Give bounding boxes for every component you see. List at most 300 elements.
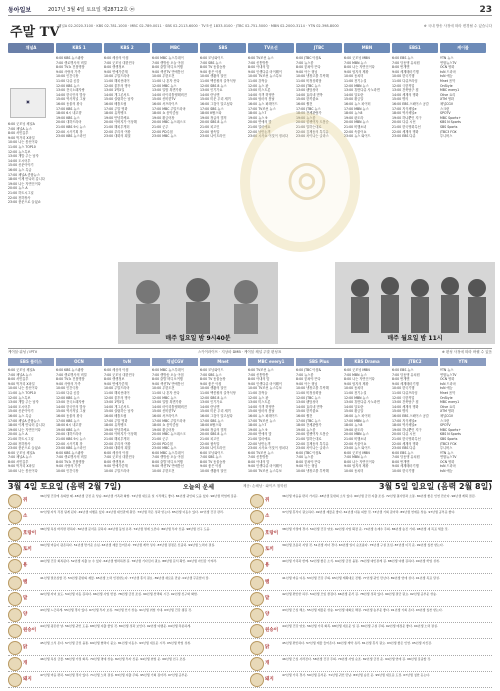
program-entry: 19:00 황금어장 [152, 427, 175, 432]
program-entry: 22:00 김제동의 톡투유 [296, 129, 329, 134]
program-entry: 14:00 도시어부 [8, 404, 31, 409]
promo-caption-left: 매주 일요일 밤 9시40분 [165, 335, 231, 342]
program-entry: 8:00 출발 비디오여행 [152, 459, 183, 464]
program-entry: YTN 뉴스 [440, 450, 454, 455]
program-entry: 17:00 TV조선 뉴스 [248, 106, 276, 111]
program-entry: 22:00 추리의 여왕 [104, 441, 131, 446]
zodiac-name: 양 [23, 612, 28, 618]
program-entry: 7:00 생로병사의 비밀 [56, 372, 87, 377]
program-entry: 6:00 JTBC 아침& [296, 56, 322, 60]
program-entry: 23:00 시사쇼 이것이 정치다 [248, 446, 288, 451]
fortune-text-right: 43년생 근심 해소. 55년생 재물운 상승. 67년생 대화로 해결. 79년생 승부운 좋다. 91년생 기회 온다. 03년생 칭찬 받는다. [282, 608, 443, 613]
channel-phone-info: 채널A 02-2020-3100 · KBS 02-781-1000 · MBC 02-789-0011 · SBS 02-2113-6000 · TV조선 1833-0100 · JTBC 02-751-5000 · MBN 02-2000-3114 · YTN 02-398-8000 [58, 24, 339, 28]
program-entry: 8:00 뭉쳐야 뜬다 [296, 377, 321, 382]
program-entry: 8:00 생생정보 [104, 459, 125, 464]
program-entry: 11:00 비정상회담 [296, 390, 322, 395]
program-entry: 8:00 출발 비디오여행 [152, 65, 183, 70]
program-entry: 8:00 번개맨 [392, 377, 410, 382]
program-entry: 15:00 신문이야기 [8, 409, 34, 414]
program-entry: KBS N Sports [440, 120, 461, 125]
zodiac-animal-icon [8, 608, 22, 622]
program-entry: OCN 영화 [440, 377, 455, 382]
zodiac-animal-icon [8, 624, 22, 638]
program-entry: 19:00 나는 자연인이다 [8, 181, 41, 186]
program-entry: 23:00 KBS 뉴스라인 [56, 446, 86, 451]
schedule-column [440, 56, 486, 258]
program-entry: 16:00 뉴스 특급 [8, 167, 32, 172]
program-entry: 17:00 지식채널e [392, 106, 417, 111]
cable-channel-header: OCN [56, 358, 102, 366]
program-entry: 19:00 나는 자연인이다 [8, 427, 41, 432]
program-entry: 21:00 얼마예요 [248, 124, 271, 129]
program-entry: 17:00 MBC 주말드라마 [152, 106, 186, 111]
cable-channel-header: EBS 플러스 [8, 358, 54, 366]
program-entry: 10:00 생활의 달인 [200, 386, 227, 391]
program-entry: 17:00 SBS 뉴스 [200, 106, 224, 111]
program-entry: 8:00 서민갑부 [8, 459, 29, 464]
program-entry: 15:00 황금알 [344, 409, 364, 414]
program-entry: 14:00 개그콘서트 [104, 92, 130, 97]
program-entry: 14:00 알토란 [344, 404, 364, 409]
program-entry: 9:00 먹거리 X파일 [8, 381, 35, 386]
program-entry: Mnet 음악 [440, 390, 456, 395]
program-entry: 20:00 연애의 맛 [248, 432, 272, 437]
program-entry: 23:00 대화의 희열 [104, 134, 131, 139]
program-entry: 14:00 마이리틀텔레비전 [152, 404, 187, 409]
program-entry: 6:00 MBC 뉴스투데이 [152, 450, 184, 455]
program-entry: 10:00 동치미 [344, 469, 364, 474]
program-entry: 15:00 살림하는 남자 [104, 97, 134, 102]
program-entry: 23:00 차이나는 클라스 [296, 446, 329, 451]
fortune-text-left: 38년생 욕심 버리면 편하다. 50년생 문서운 길하다. 62년생 동업 유리. 74년생 명예 오른다. 86년생 투자 신중. 98년생 친구 도움. [40, 526, 211, 531]
program-entry: 15:00 명의 [392, 409, 409, 414]
program-entry: 8:00 나는 자연인이다 [344, 65, 375, 70]
program-entry: 6:00 굿모닝 MBN [344, 450, 370, 455]
program-entry: 투니버스 [440, 446, 453, 451]
program-entry: 19:00 뉴스 9 [248, 115, 268, 120]
cable-channel-header: Mnet [200, 358, 246, 366]
promo-photo-left-image [118, 262, 278, 344]
promo-photo-right [335, 262, 495, 344]
program-entry: 22:00 천하장사 [8, 441, 31, 446]
program-entry: 18:00 뉴스7 [248, 111, 267, 116]
program-entry: 22:00 낭만논객 [248, 441, 271, 446]
program-entry: 7:00 채널A 뉴스 [8, 455, 32, 460]
zodiac-row [8, 575, 492, 591]
program-entry: 11:00 강적들 [248, 390, 268, 395]
program-entry: 6:00 세상의 아침 [104, 56, 129, 60]
program-entry: 22:00 천하장사 [8, 195, 31, 200]
program-entry: 9:00 엄지의 제왕 [344, 464, 369, 469]
program-entry: 9:00 인생다큐 마이웨이 [248, 381, 282, 386]
program-entry: 20:00 뉴스 A [8, 186, 28, 191]
program-entry: 8:00 아내의 맛 [248, 377, 270, 382]
program-entry: 18:00 뉴스8 [344, 111, 363, 116]
program-entry: KBS N Sports [440, 432, 461, 437]
zodiac-animal-icon [250, 527, 264, 541]
program-entry: 14:00 세계의 명화 [392, 92, 419, 97]
program-entry: 20:00 아버지가 이상해 [104, 120, 137, 125]
program-entry: 17:00 JTBC 뉴스 [296, 418, 321, 423]
program-entry: 16:00 서프라이즈 [152, 101, 178, 106]
program-entry: 7:00 굿모닝 대한민국 [104, 60, 135, 65]
program-entry: OnStyle [440, 83, 453, 88]
fortune-text-right: 41년생 마음 여유. 53년생 건강 주의. 65년생 계획대로 진행. 77년생 귀인 만난다. 89년생 연애 성사. 01년생 목표 달성. [282, 575, 440, 580]
zodiac-animal-icon [8, 576, 22, 590]
program-entry: 15:00 살림하는 남자 [104, 409, 134, 414]
fortune-text-right: 44년생 건강 양호. 56년생 가족 화목. 68년생 새로운 일 길. 80년생 구설 주의. 92년생 애정운 좋다. 04년생 노력 결실. [282, 624, 438, 629]
zodiac-name: 원숭이 [265, 628, 279, 634]
program-entry: 6:00 TV조선 뉴스 [248, 450, 274, 455]
program-entry: 8:00 아내의 맛 [248, 459, 270, 464]
program-entry: 13:00 일밤 복면가왕 [152, 400, 182, 405]
promo-photo-left [118, 262, 278, 344]
program-entry: 21:00 얼마예요 [248, 436, 271, 441]
program-entry: 13:00 팬텀싱어 [296, 88, 319, 93]
program-entry: 19:00 KBS 뉴스 [56, 115, 80, 120]
program-entry: Mnet 음악 [440, 78, 456, 83]
program-entry: 23:00 차이나는 클라스 [296, 134, 329, 139]
program-entry: tvN 드라마 [440, 69, 456, 74]
program-entry: 8:00 나는 자연인이다 [344, 459, 375, 464]
program-entry: 14:00 식객 허영만 [248, 92, 275, 97]
program-entry: 22:00 PD수첩 [152, 129, 173, 134]
program-entry: 22:00 속풀이쇼 [344, 129, 367, 134]
program-entry: 12:00 MBC 뉴스 [152, 83, 177, 88]
program-entry: 20:00 다큐 시선 [392, 432, 416, 437]
program-entry: 10:00 냉장고를 부탁해 [296, 74, 329, 79]
program-entry: 9:00 아는 형님 [296, 464, 318, 469]
program-entry: 12:00 KBS 뉴스 [56, 83, 80, 88]
program-entry: 10:00 인간극장 [56, 74, 79, 79]
program-entry: 22:00 김제동의 톡투유 [296, 441, 329, 446]
zodiac-animal-icon [250, 543, 264, 557]
program-entry: 9:00 좋은 아침 [200, 464, 222, 469]
program-entry: 23:00 MBC 뉴스 [152, 134, 177, 139]
program-entry: 9:00 엄지의 제왕 [344, 69, 369, 74]
program-entry: 10:00 한국기행 [392, 469, 415, 474]
program-entry: 14:00 개그콘서트 [104, 404, 130, 409]
fortune-text-left: 39년생 마음이 평온하다. 51년생 반가운 손님. 63년생 재물 들어온다. 75년생 계약 성사. 87년생 결정은 신중히. 99년생 노력이 결실. [40, 542, 216, 547]
program-entry: 16:00 동물의 왕국 [56, 413, 83, 418]
program-entry: 18:00 역사채널e [392, 111, 417, 116]
cable-schedule-column [104, 368, 150, 476]
program-entry: SPOTV [440, 423, 451, 428]
cable-schedule-column [8, 368, 54, 476]
program-entry: 21:00 KBS 9시 뉴스 [56, 124, 86, 129]
program-entry: 13:00 휴먼다큐 사노라면 [344, 88, 380, 93]
program-entry: 6:00 굿모닝 채널A [8, 368, 35, 372]
program-entry: 10:00 한국기행 [392, 74, 415, 79]
advertisement [10, 88, 46, 118]
schedule-note: ※ 국내 방송 사정에 따라 변경될 수 있습니다 [423, 24, 492, 28]
program-entry: 13:00 건축탐구 집 [392, 400, 419, 405]
program-entry: 19:00 안녕하세요 [104, 115, 130, 120]
zodiac-animal-icon [250, 494, 264, 508]
zodiac-name: 개 [23, 661, 28, 666]
program-entry: 12:00 극한직업 [392, 395, 415, 400]
program-entry: 7:00 뉴스룸 [296, 455, 314, 460]
program-entry: 6:00 세상의 아침 [104, 368, 129, 372]
program-entry: 20:00 SBS 8 뉴스 [200, 432, 227, 437]
program-entry: 18:00 이제 만나러 갑니다 [8, 423, 45, 428]
program-entry: 10:00 무한도전 [152, 386, 175, 391]
program-entry: 13:00 전국노래자랑 [56, 88, 85, 93]
program-entry: 9:00 먹거리 X파일 [8, 135, 35, 140]
program-entry: 8:00 출발 비디오여행 [152, 377, 183, 382]
fortune-text-left: 36년생 건강에 유의할 때. 48년생 금전 운 상승. 60년생 가족과 화합. 72년생 새로운 일 시작해도 좋다. 84년생 귀인의 도움 있다. 96년생 학업에 집중. [40, 494, 238, 498]
program-entry: 16:00 동물의 왕국 [56, 101, 83, 106]
program-entry: 10:00 무한도전 [152, 469, 175, 474]
program-entry: 14:00 알토란 [344, 92, 364, 97]
program-entry: 15:00 한끼줍쇼 [296, 409, 319, 414]
zodiac-animal-icon [250, 624, 264, 638]
program-entry: 6:00 TV조선 뉴스 [248, 368, 274, 372]
program-entry: 20:00 MBN 뉴스 [344, 432, 369, 437]
channel-header: TV조선 [248, 43, 294, 53]
program-entry: 20:00 MBN 뉴스 [344, 120, 369, 125]
program-entry: 7:00 MBN 뉴스 [344, 455, 367, 460]
program-entry: 7:00 뉴스룸 [296, 60, 314, 65]
program-entry: 22:00 귓속말 [200, 129, 220, 134]
program-entry: 21:00 비행소녀 [344, 124, 367, 129]
zodiac-name: 말 [23, 595, 28, 601]
zodiac-name: 뱀 [265, 579, 270, 585]
program-entry: JTBC3 FOX [440, 129, 457, 134]
program-entry: 16:00 서프라이즈 [152, 413, 178, 418]
program-entry: 21:00 하트시그널 [8, 436, 34, 441]
program-entry: 7:00 딩동댕 유치원 [392, 455, 420, 460]
zodiac-animal-icon [8, 559, 22, 573]
program-entry: 10:00 TV조선 뉴스특보 [248, 469, 282, 474]
program-entry: 23:00 MBC 뉴스 [152, 446, 177, 451]
program-entry: 10:00 무한도전 [152, 74, 175, 79]
zodiac-name: 토끼 [265, 546, 274, 552]
program-entry: 20:00 힘쎈여자 도봉순 [296, 120, 329, 125]
program-entry: 7:00 SBS 뉴스 [200, 60, 222, 65]
program-entry: 10:00 주말드라마 [104, 74, 130, 79]
program-entry: 스크린 [440, 418, 450, 423]
cable-center-label: 스카이라이프 · 지상파 DMB · 케이블 채널 주말 편성표 [197, 350, 282, 354]
program-entry: 11:00 천기누설 [344, 390, 367, 395]
zodiac-name: 뱀 [23, 579, 28, 585]
program-entry: 9:00 엄지의 제왕 [344, 381, 369, 386]
program-entry: 14:00 효리네 민박 [296, 404, 323, 409]
cable-channel-header: YTN [440, 358, 486, 366]
program-entry: 15:00 신문이야기 [8, 163, 34, 168]
program-entry: 11:00 나 혼자 산다 [152, 78, 180, 83]
program-entry: 20:00 대하드라마 [56, 432, 82, 437]
program-entry: 7:00 신통방통 [248, 60, 269, 65]
program-entry: 23:00 나이트라인 [200, 134, 226, 139]
program-entry: 7:00 MBN 뉴스 [344, 372, 367, 377]
fortune-text-right: 37년생 휴식이 필요하다. 49년생 재물운 좋다. 61년생 다툼 피할 것. 73년생 기회 잡아라. 85년생 연애운 상승. 97년생 공부운 좋다. [282, 510, 456, 515]
fortune-source: 제공: 손혜남 · 와이즈 철학원 [243, 483, 287, 488]
program-entry: 17:00 TV조선 뉴스 [248, 418, 276, 423]
program-entry: 23:00 대화의 희열 [104, 446, 131, 451]
newspaper-name: 동아일보 [8, 7, 32, 14]
program-entry: 9:00 좋은 아침 [200, 381, 222, 386]
program-entry: 8:00 번개맨 [392, 65, 410, 70]
program-entry: 10:00 인간극장 [56, 386, 79, 391]
zodiac-animal-icon [8, 657, 22, 671]
program-entry: 20:00 힘쎈여자 도봉순 [296, 432, 329, 437]
program-entry: 12:00 뉴스 판 [248, 395, 269, 400]
fortune-header [8, 480, 492, 490]
row-divider [8, 687, 492, 688]
program-entry: MBC every1 [440, 400, 460, 405]
schedule-column [8, 122, 54, 258]
cable-channel-header: SBS Plus [296, 358, 342, 366]
section-header [8, 20, 492, 40]
program-entry: 16:00 뉴스 특급 [8, 413, 32, 418]
program-entry: 11:00 백종원의 골목식당 [200, 78, 236, 83]
channel-header: KBS 2 [104, 43, 150, 53]
cable-note: ※ 편성 사정에 따라 바뀔 수 있음 [441, 350, 492, 354]
program-entry: 연합뉴스TV [440, 455, 457, 460]
program-entry: 15:00 황금알 [344, 97, 364, 102]
program-entry: 9:00 연예가중계 [104, 69, 128, 74]
program-entry: 9:00 연예가중계 [104, 464, 128, 469]
program-entry: 17:00 채널A 종합뉴스 [8, 418, 40, 423]
cable-schedule-column [56, 368, 102, 476]
fortune-text-left: 46년생 욕심 금물. 58년생 가정 화목. 70년생 명예 상승. 82년생 투자 신중. 94년생 취업 운. 06년생 친구 조심. [40, 657, 187, 661]
cable-channel-header: tvN [104, 358, 150, 366]
program-entry: 23:00 뉴스 와이드 [344, 446, 371, 451]
program-entry: 7:00 생로병사의 비밀 [56, 455, 87, 460]
cable-channel-header: MBC every1 [248, 358, 294, 366]
program-entry: 16:00 뉴스 퍼레이드 [248, 413, 278, 418]
program-entry: 21:00 한국영화특선 [392, 124, 421, 129]
program-entry: 15:00 미운 우리 새끼 [200, 97, 231, 102]
program-entry: 7:00 신통방통 [248, 372, 269, 377]
program-entry: Olive 요리 [440, 92, 456, 97]
program-entry: 13:00 개밥 주는 남자 [8, 400, 39, 405]
channel-header: MBN [344, 43, 390, 53]
program-entry: 7:00 굿모닝 대한민국 [104, 372, 135, 377]
program-entry: 15:00 미운 우리 새끼 [200, 409, 231, 414]
program-entry: 16:00 배틀트립 [104, 413, 127, 418]
program-entry: 10:00 생활의 달인 [200, 469, 227, 474]
program-entry: 연합뉴스TV [440, 60, 457, 65]
zodiac-animal-icon [250, 657, 264, 671]
page-number: 23 [479, 4, 492, 15]
promo-photo-right-image [335, 262, 495, 344]
zodiac-name: 소 [23, 514, 28, 520]
program-entry: 16:00 그것이 알고싶다 [200, 413, 233, 418]
program-entry: 11:00 뉴스 TOP10 [8, 144, 36, 149]
program-entry: 9:00 섹션TV 연예통신 [152, 464, 184, 469]
program-entry: 14:00 효리네 민박 [296, 92, 323, 97]
program-entry: tvN 예능 [440, 74, 453, 79]
program-entry: XTM 영화 [440, 97, 454, 102]
channel-header: SBS [200, 43, 246, 53]
program-entry: 18:00 쇼 음악중심 [152, 111, 179, 116]
program-entry: 8:00 TV쇼 진품명품 [56, 65, 85, 70]
program-entry: 6:00 JTBC 아침& [296, 368, 322, 372]
zodiac-animal-icon [8, 527, 22, 541]
program-entry: 17:00 MBC 주말드라마 [152, 418, 186, 423]
program-entry: 12:00 MBC 뉴스 [152, 395, 177, 400]
program-entry: tvN 예능 [440, 469, 453, 474]
fortune-text-right: 39년생 조용히 지낼 것. 51년생 자녀 경사. 63년생 일이 순조롭다. 75년생 구설 조심. 87년생 이직 운. 99년생 칭찬 받는다. [282, 542, 444, 547]
program-entry: 14:00 도시어부 [8, 158, 31, 163]
program-entry: OCN 영화 [440, 65, 455, 70]
program-entry: 12:00 SBS 8 뉴스 [200, 395, 227, 400]
program-entry: 6:00 모닝와이드 [200, 368, 224, 372]
program-entry: 13:00 미스트롯 [248, 88, 271, 93]
program-entry: 10:00 한국기행 [392, 386, 415, 391]
zodiac-animal-icon [8, 510, 22, 524]
zodiac-name: 양 [265, 612, 270, 618]
fortune-text-right: 42년생 편안한 하루. 54년생 모임 즐겁다. 66년생 문서 길. 78년생 성과 있다. 90년생 결단 필요. 02년생 공부운 상승. [282, 591, 437, 596]
zodiac-animal-icon [8, 673, 22, 687]
program-entry: 19:00 정글의 법칙 [200, 115, 227, 120]
program-entry: 9:00 사랑의 가족 [56, 69, 81, 74]
program-entry: 연합뉴스TV [440, 372, 457, 377]
zodiac-row [8, 509, 492, 525]
program-entry: 17:00 주말 영화 [104, 418, 128, 423]
program-entry: 17:00 지식채널e [392, 418, 417, 423]
program-entry: 19:00 뉴스 9 [248, 427, 268, 432]
program-entry: 11:00 다큐프라임 [392, 78, 418, 83]
program-entry: 8:00 번개맨 [392, 459, 410, 464]
program-entry: 12:00 불후의 명곡 [104, 395, 131, 400]
program-entry: 22:00 세계의 명화 [392, 129, 419, 134]
program-entry: 13:00 건축탐구 집 [392, 88, 419, 93]
program-entry: 7:00 뉴스룸 [296, 372, 314, 377]
zodiac-animal-icon [250, 608, 264, 622]
program-entry: 10:00 주말드라마 [104, 469, 130, 474]
zodiac-animal-icon [250, 641, 264, 655]
program-entry: 12:00 뉴스 판 [248, 83, 269, 88]
zodiac-animal-icon [250, 673, 264, 687]
program-entry: 8:00 서민갑부 [8, 131, 29, 136]
program-entry: 21:00 피고인 [200, 124, 220, 129]
program-entry: YTN 뉴스 [440, 368, 454, 372]
cable-schedule-column [344, 368, 390, 476]
program-entry: 19:00 뉴스룸 [296, 115, 316, 120]
program-entry: 9:00 아는 형님 [296, 69, 318, 74]
program-entry: 9:00 섹션TV 연예통신 [152, 381, 184, 386]
program-entry: 7:00 SBS 뉴스 [200, 455, 222, 460]
program-entry: 12:00 KBS 뉴스 [56, 395, 80, 400]
zodiac-name: 용 [265, 563, 270, 569]
zodiac-animal-icon [8, 592, 22, 606]
program-entry: 18:00 이제 만나러 갑니다 [8, 177, 45, 182]
zodiac-name: 돼지 [23, 677, 32, 683]
program-entry: 18:00 역사채널e [392, 423, 417, 428]
program-entry: 6:00 MBC 뉴스투데이 [152, 56, 184, 60]
program-entry: 16:00 EBS 스페이스 공감 [392, 413, 429, 418]
program-entry: 21:00 비행소녀 [344, 436, 367, 441]
program-entry: 10:00 주말드라마 [104, 386, 130, 391]
cable-schedule-column [200, 368, 246, 476]
fortune-text-left: 42년생 자녀 효도. 54년생 이동 길하다. 66년생 사업 번창. 78년생 금전 조심. 90년생 선택의 시간. 02년생 친구와 화합. [40, 591, 198, 596]
program-entry: 22:00 귓속말 [200, 441, 220, 446]
program-entry: 15:00 한끼줍쇼 [296, 97, 319, 102]
program-entry: 13:00 개밥 주는 남자 [8, 154, 39, 159]
zodiac-name: 호랑이 [265, 530, 279, 536]
program-entry: MBC every1 [440, 88, 460, 93]
program-entry: MBC Sports+ [440, 427, 462, 432]
program-entry: 20:00 대하드라마 [56, 120, 82, 125]
program-entry: 12:00 SBS 8 뉴스 [200, 83, 227, 88]
fortune-date-left: 3월 4일 토요일 (음력 2월 7일) [8, 481, 122, 491]
program-entry: 9:00 인생다큐 마이웨이 [248, 464, 282, 469]
program-entry: 13:00 1박2일 [104, 400, 125, 405]
program-entry: 8:00 TV쇼 진품명품 [56, 459, 85, 464]
